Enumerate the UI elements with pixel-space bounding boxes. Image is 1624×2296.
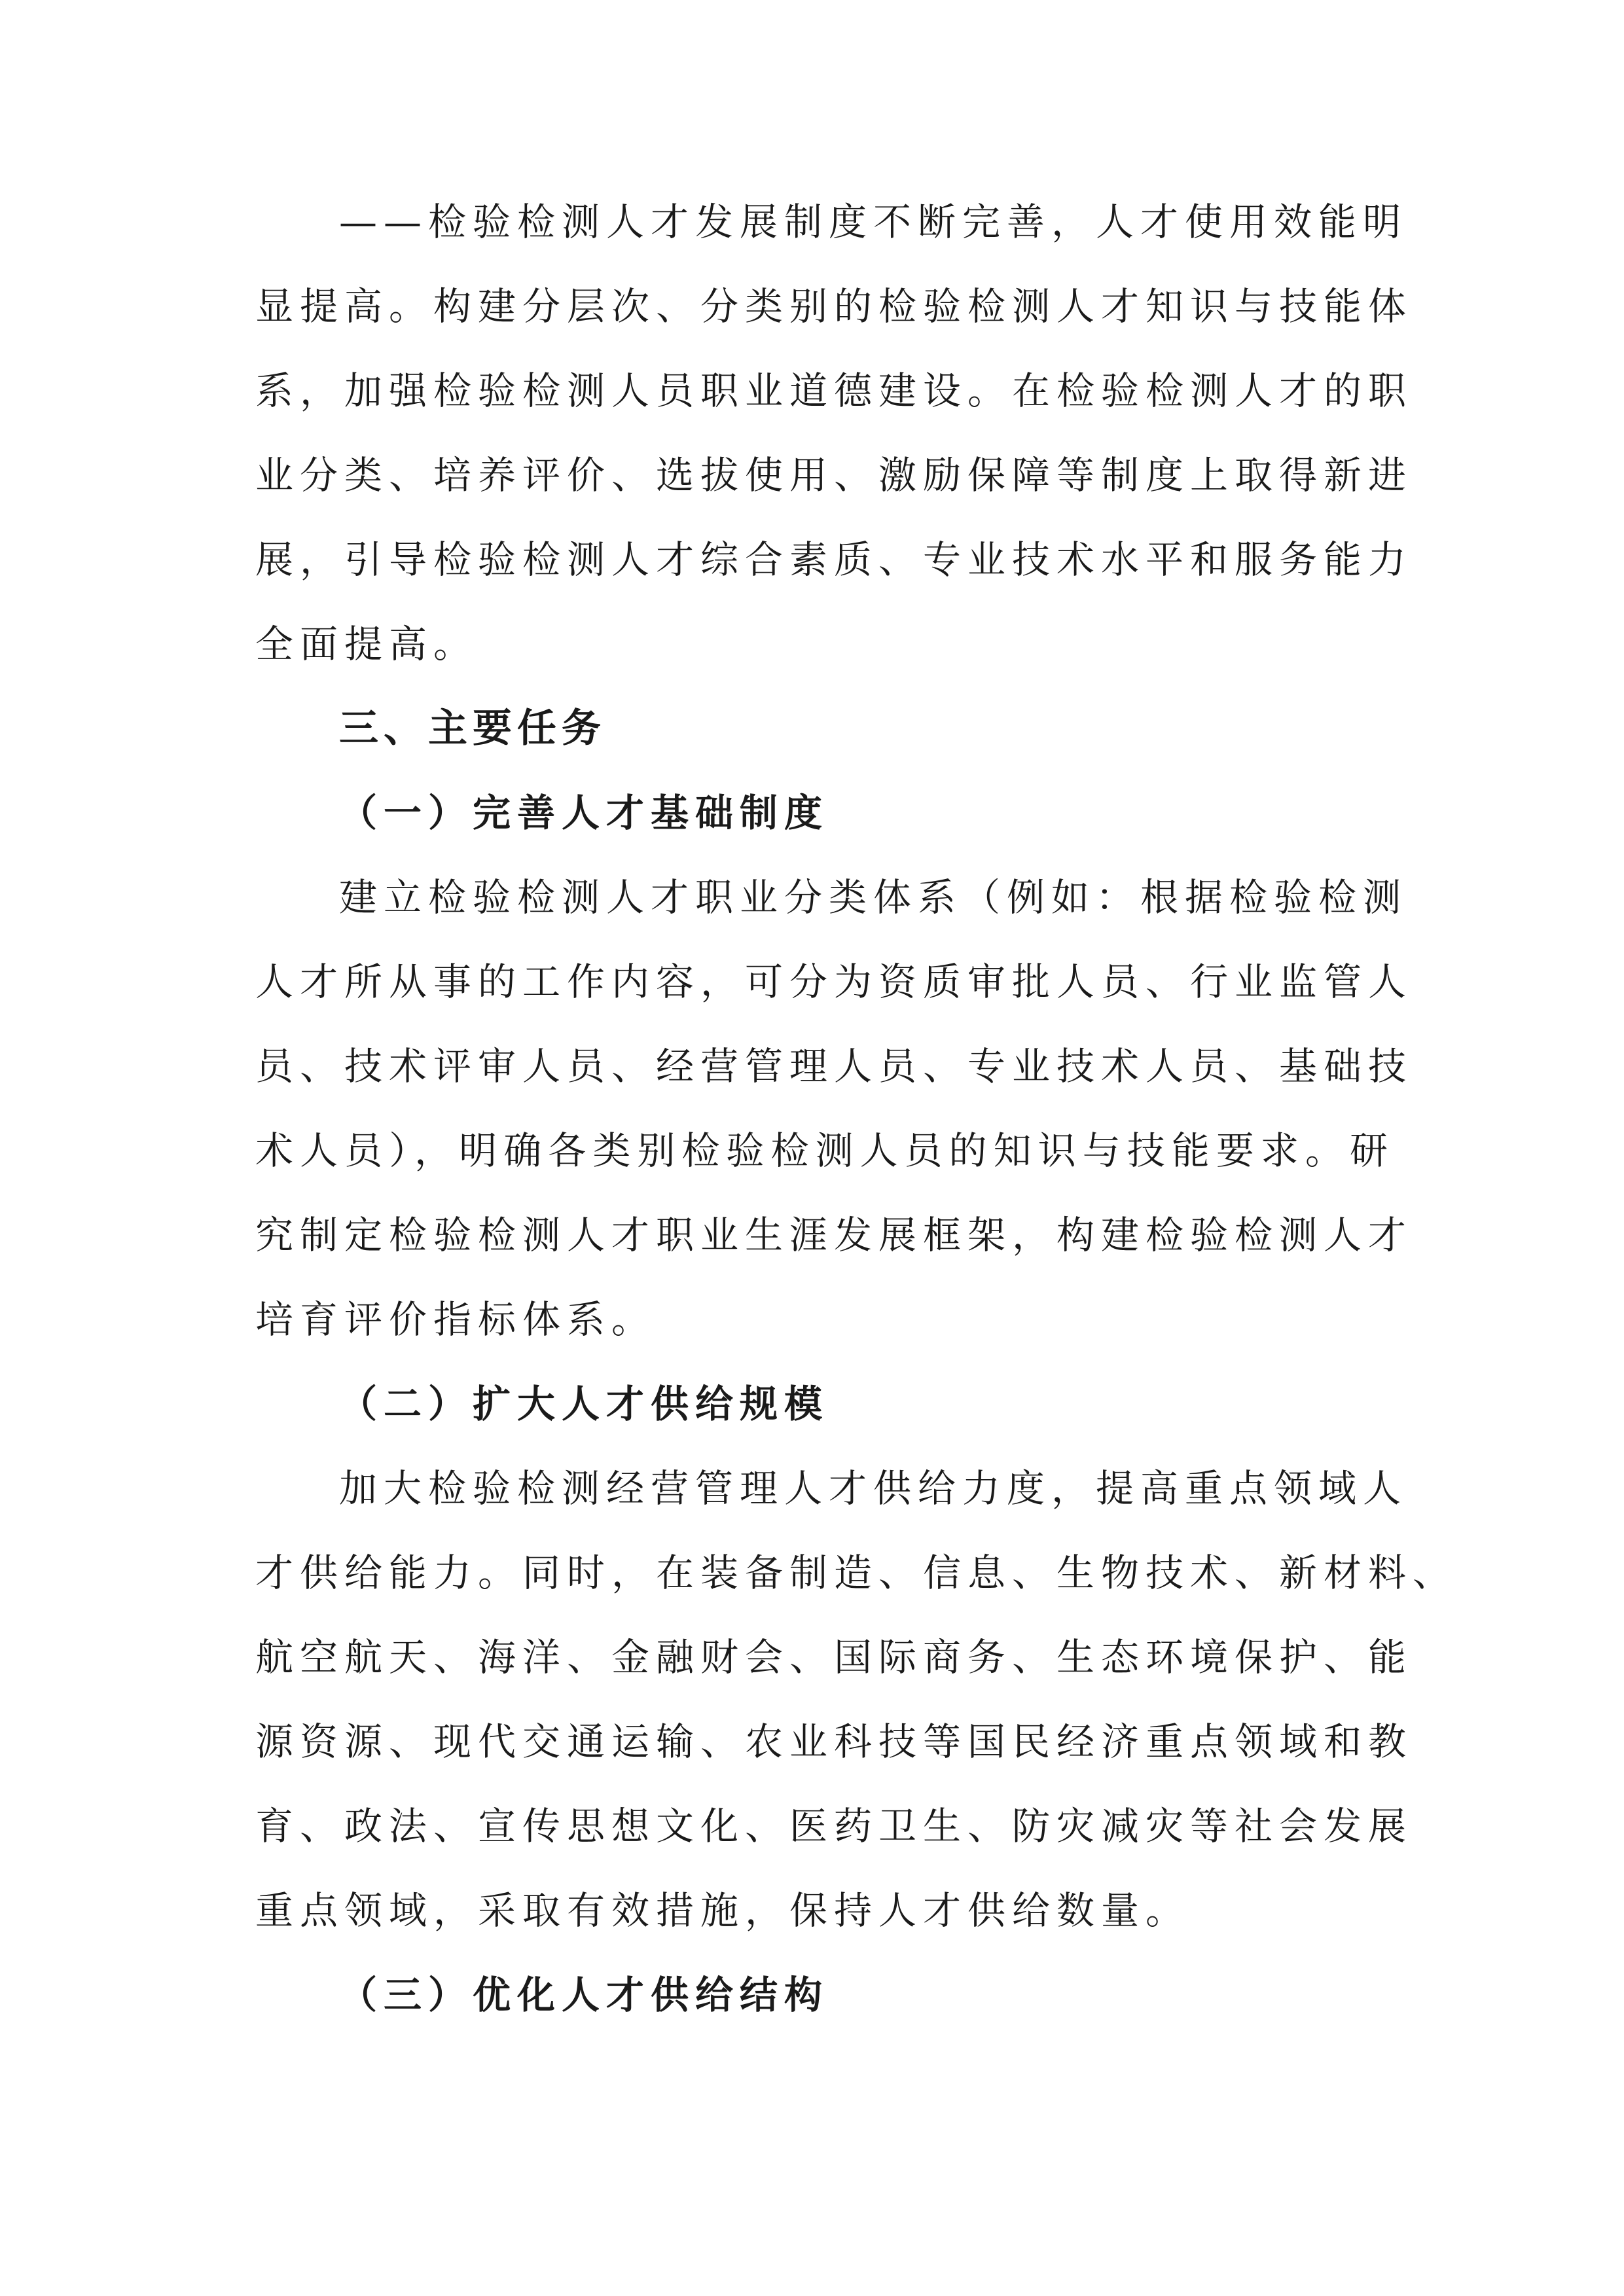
- document-page: [255, 180, 1458, 2037]
- paragraph-line: 显提高。构建分层次、分类别的检验检测人才知识与技能体: [255, 284, 1413, 329]
- paragraph-line: 培育评价指标体系。: [255, 1297, 657, 1342]
- subsection-2-title: （二）扩大人才供给规模: [339, 1382, 829, 1426]
- paragraph-line: 加大检验检测经营管理人才供给力度，提高重点领域人: [339, 1466, 1408, 1511]
- paragraph-line: 系，加强检验检测人员职业道德建设。在检验检测人才的职: [255, 368, 1413, 413]
- paragraph-line: 术人员），明确各类别检验检测人员的知识与技能要求。研: [255, 1128, 1394, 1173]
- paragraph-line: 才供给能力。同时，在装备制造、信息、生物技术、新材料、: [255, 1551, 1458, 1595]
- subsection-1-title: （一）完善人才基础制度: [339, 791, 829, 835]
- paragraph-line: ——检验检测人才发展制度不断完善，人才使用效能明: [339, 200, 1408, 244]
- paragraph-line: 究制定检验检测人才职业生涯发展框架，构建检验检测人才: [255, 1213, 1413, 1257]
- paragraph-line: 建立检验检测人才职业分类体系（例如：根据检验检测: [339, 875, 1408, 920]
- subsection-1-paragraph: [255, 855, 1413, 1362]
- section-heading: 三、主要任务: [339, 706, 606, 751]
- paragraph-line: 人才所从事的工作内容，可分为资质审批人员、行业监管人: [255, 960, 1413, 1004]
- paragraph-line: 航空航天、海洋、金融财会、国际商务、生态环境保护、能: [255, 1635, 1413, 1679]
- subsection-2-paragraph: [255, 1446, 1458, 1953]
- paragraph-line: 育、政法、宣传思想文化、医药卫生、防灾减灾等社会发展: [255, 1804, 1413, 1848]
- paragraph-line: 全面提高。: [255, 622, 478, 666]
- paragraph-line: 重点领域，采取有效措施，保持人才供给数量。: [255, 1888, 1191, 1933]
- paragraph-line: 展，引导检验检测人才综合素质、专业技术水平和服务能力: [255, 537, 1413, 582]
- paragraph-talent-system: [255, 180, 1413, 687]
- paragraph-line: 员、技术评审人员、经营管理人员、专业技术人员、基础技: [255, 1044, 1413, 1088]
- paragraph-line: 业分类、培养评价、选拔使用、激励保障等制度上取得新进: [255, 453, 1413, 497]
- subsection-3-title: （三）优化人才供给结构: [339, 1973, 829, 2017]
- paragraph-line: 源资源、现代交通运输、农业科技等国民经济重点领域和教: [255, 1719, 1413, 1764]
